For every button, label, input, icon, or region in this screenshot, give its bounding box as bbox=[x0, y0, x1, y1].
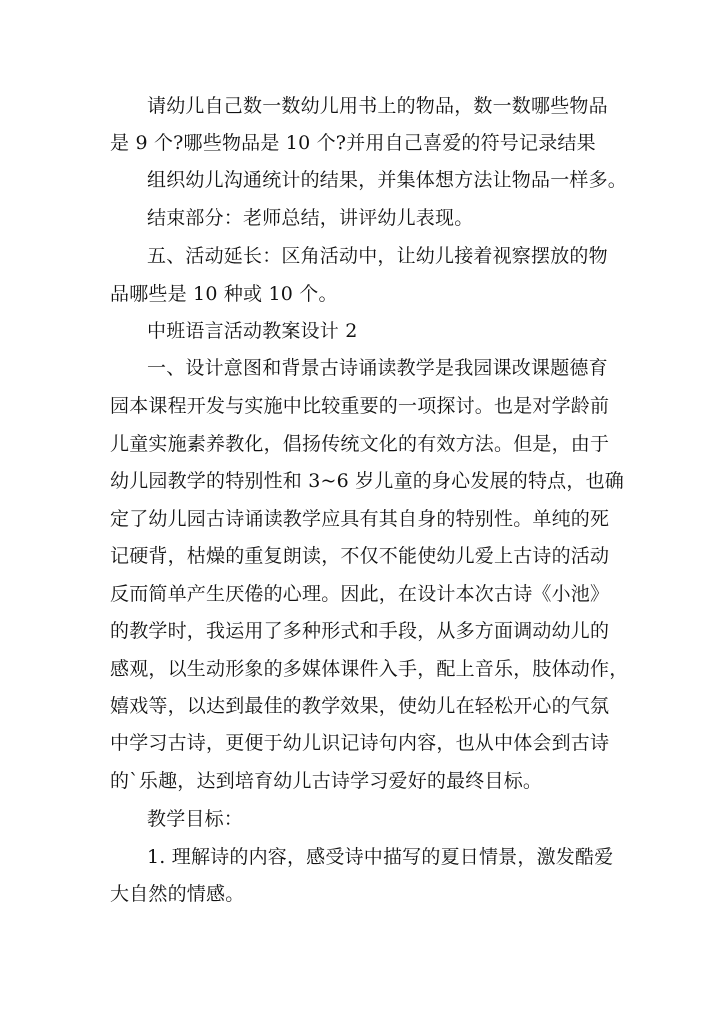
text-line-1: 请幼儿自己数一数幼儿用书上的物品，数一数哪些物品 bbox=[147, 95, 608, 117]
text-line-21: 1. 理解诗的内容，感受诗中描写的夏日情景，激发酷爱 bbox=[147, 846, 614, 868]
text-line-17: 嬉戏等，以达到最佳的教学效果，使幼儿在轻松开心的气氛 bbox=[110, 695, 610, 717]
text-line-8: 一、设计意图和背景古诗诵读教学是我园课改课题德育 bbox=[147, 357, 608, 379]
text-line-12: 定了幼儿园古诗诵读教学应具有其自身的特别性。单纯的死 bbox=[110, 508, 610, 530]
text-line-10: 儿童实施素养教化，倡扬传统文化的有效方法。但是，由于 bbox=[110, 433, 610, 455]
text-line-3: 组织幼儿沟通统计的结果，并集体想方法让物品一样多。 bbox=[147, 169, 628, 191]
text-line-16: 感观，以生动形象的多媒体课件入手，配上音乐，肢体动作， bbox=[110, 658, 629, 680]
text-line-13: 记硬背，枯燥的重复朗读，不仅不能使幼儿爱上古诗的活动 bbox=[110, 545, 610, 567]
text-line-22: 大自然的情感。 bbox=[110, 883, 245, 905]
text-line-19: 的`乐趣，达到培育幼儿古诗学习爱好的最终目标。 bbox=[110, 770, 543, 792]
text-line-5: 五、活动延长：区角活动中，让幼儿接着视察摆放的物 bbox=[147, 245, 608, 267]
text-line-4: 结束部分：老师总结，讲评幼儿表现。 bbox=[147, 207, 474, 229]
text-line-15: 的教学时，我运用了多种形式和手段，从多方面调动幼儿的 bbox=[110, 620, 610, 642]
text-line-11: 幼儿园教学的特别性和 3~6 岁儿童的身心发展的特点，也确 bbox=[110, 470, 624, 492]
section-heading: 中班语言活动教案设计 2 bbox=[147, 320, 358, 342]
text-line-18: 中学习古诗，更便于幼儿识记诗句内容，也从中体会到古诗 bbox=[110, 732, 610, 754]
text-line-14: 反而简单产生厌倦的心理。因此，在设计本次古诗《小池》 bbox=[110, 583, 610, 605]
text-line-2: 是 9 个?哪些物品是 10 个?并用自己喜爱的符号记录结果 bbox=[110, 132, 596, 154]
text-line-9: 园本课程开发与实施中比较重要的一项探讨。也是对学龄前 bbox=[110, 395, 610, 417]
text-line-6: 品哪些是 10 种或 10 个。 bbox=[110, 283, 338, 305]
teaching-goals-heading: 教学目标： bbox=[147, 808, 244, 830]
